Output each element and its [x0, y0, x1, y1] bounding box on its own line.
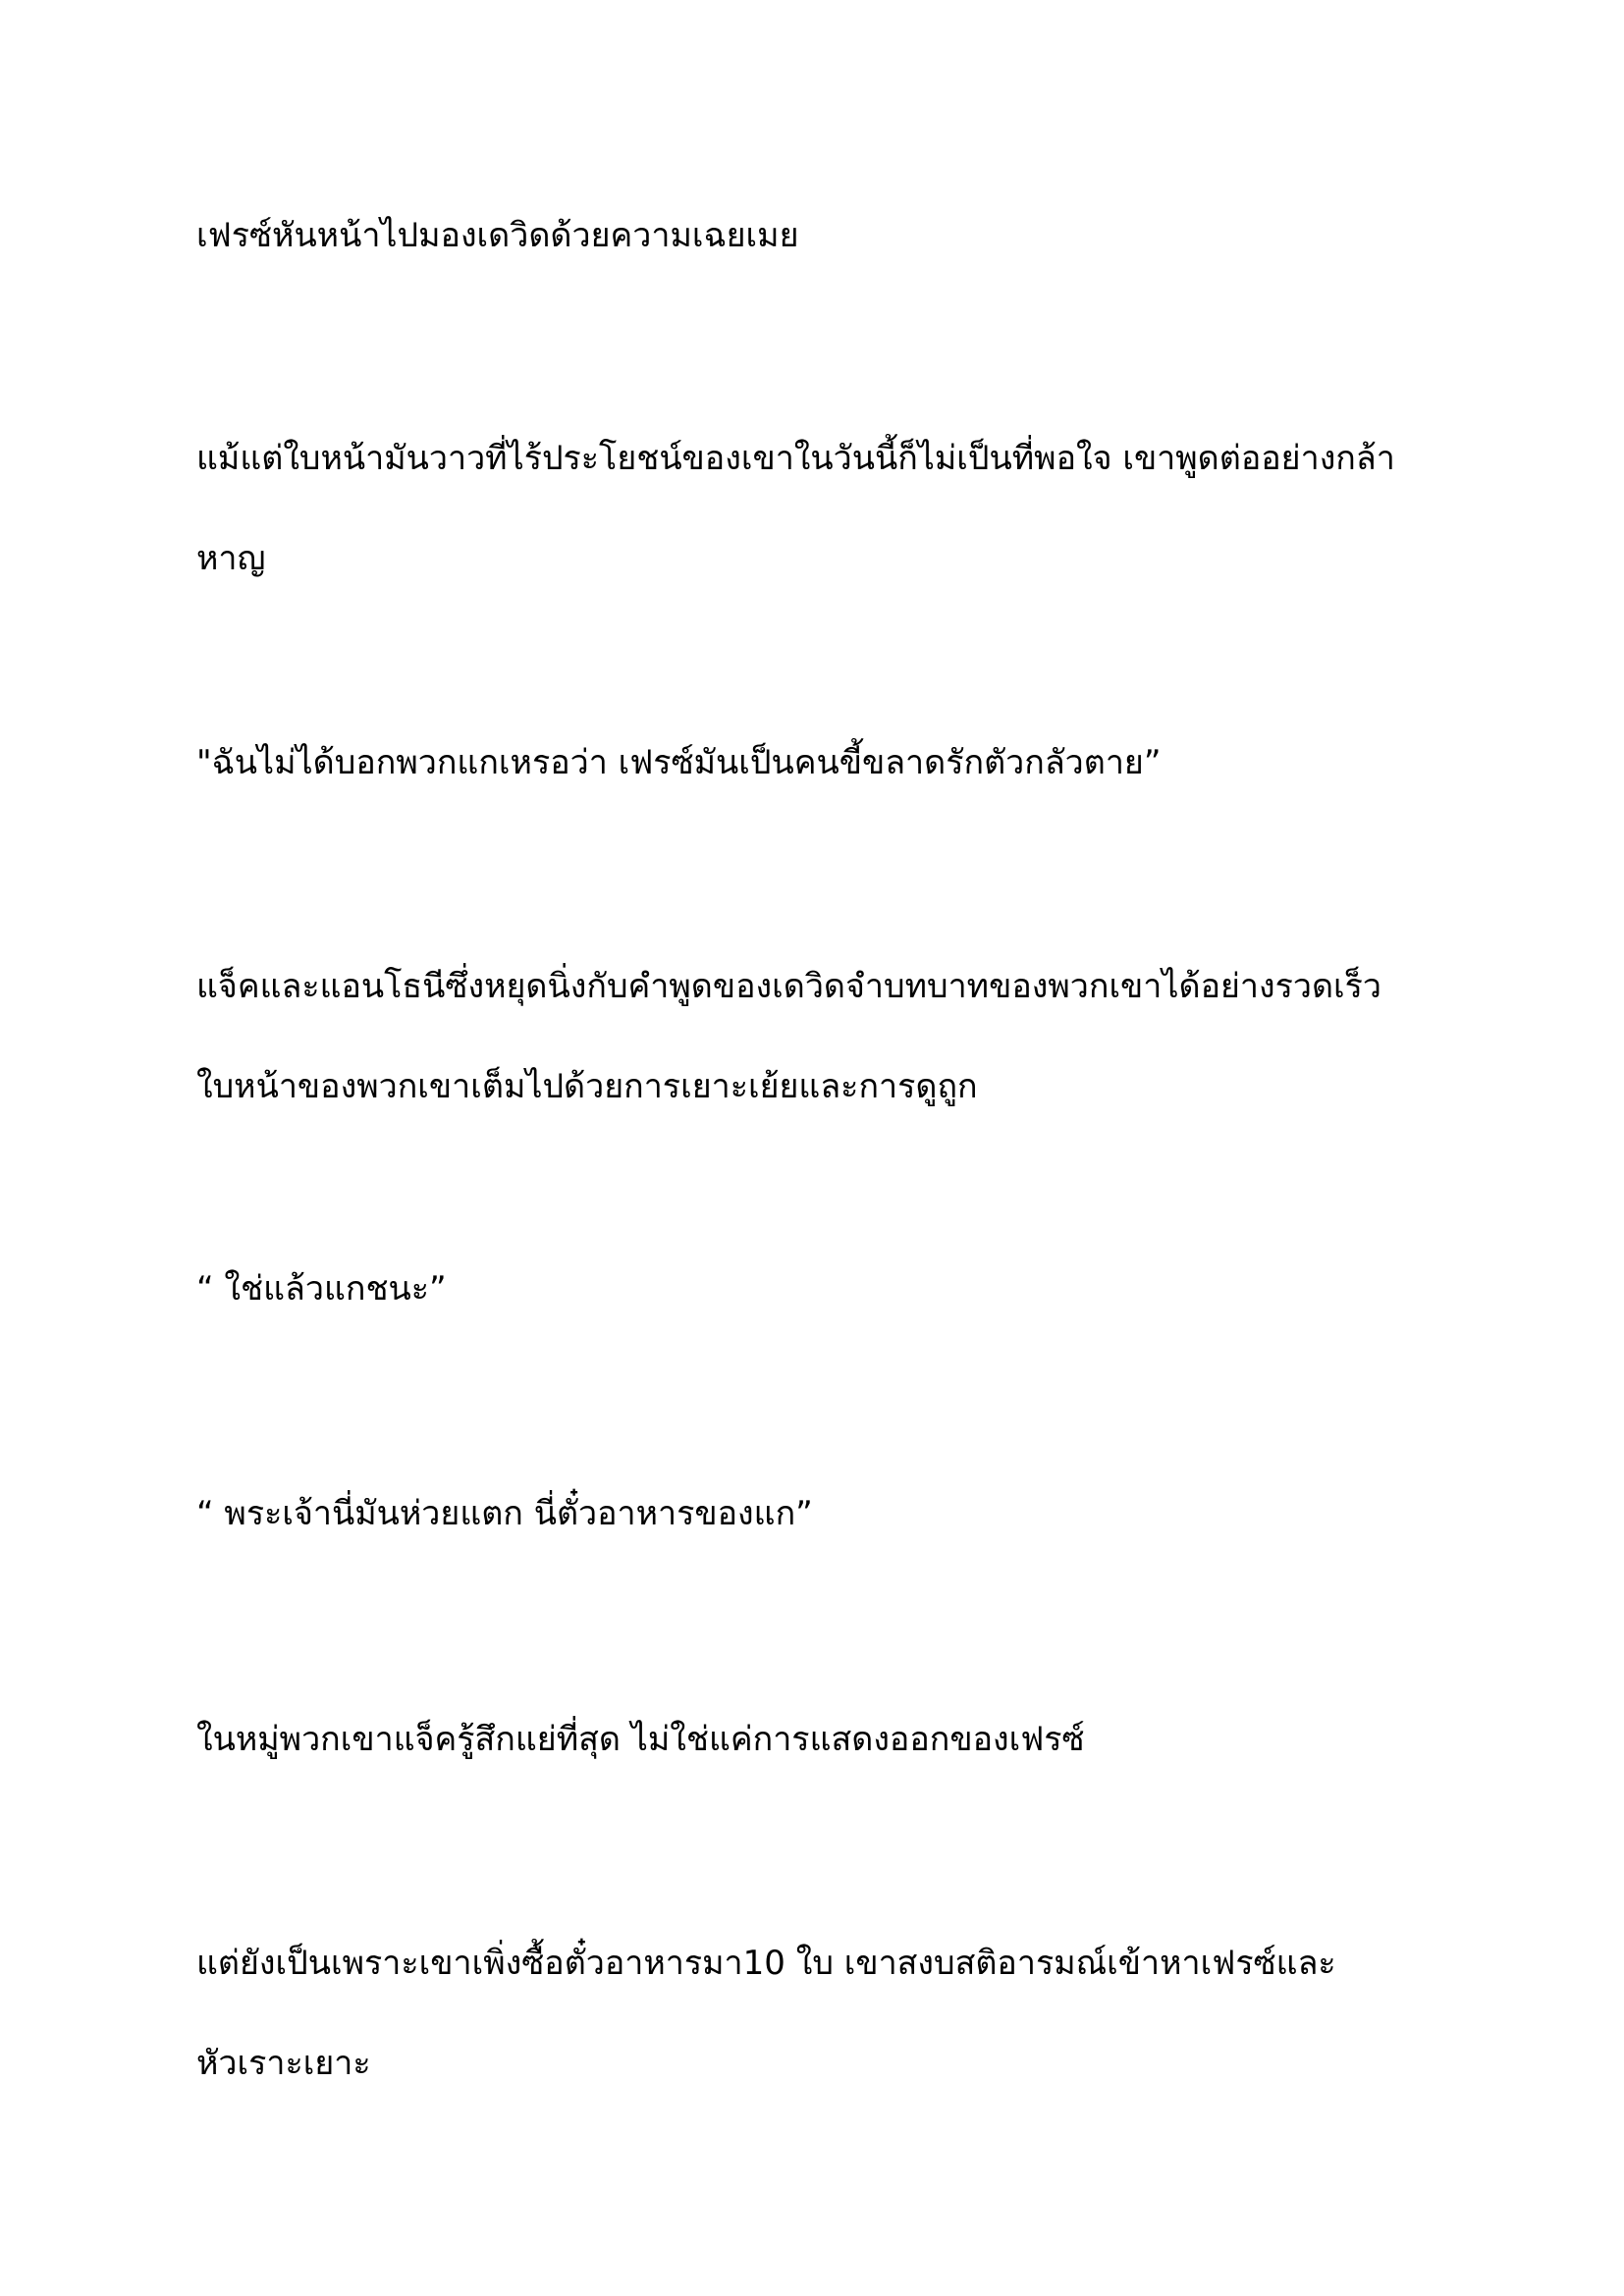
text-line: หาญ — [196, 539, 266, 578]
text-line: หัวเราะเยาะ — [196, 2044, 371, 2083]
text-line: แม้แต่ใบหน้ามันวาวที่ไร้ประโยชน์ของเขาในวันนี้ก็ไม่เป็นที่พอใจ เขาพูดต่ออย่างกล้า — [196, 439, 1395, 478]
text-line: “ ใช่แล้วแกชนะ” — [196, 1269, 447, 1308]
paragraph-3 — [196, 713, 1453, 813]
text-line: แต่ยังเป็นเพราะเขาเพิ่งซื้อตั๋วอาหารมา10 ใบ เขาสงบสติอารมณ์เข้าหาเฟรซ์และ — [196, 1944, 1336, 1983]
text-line: แจ็คและแอนโธนีซึ่งหยุดนิ่งกับคำพูดของเดวิดจำบทบาทของพวกเขาได้อย่างรวดเร็ว — [196, 967, 1382, 1006]
paragraph-2 — [196, 408, 1453, 609]
text-line: ในหมู่พวกเขาแจ็ครู้สึกแย่ที่สุด ไม่ใช่แค่การแสดงออกของเฟรซ์ — [196, 1720, 1085, 1759]
text-line: “ พระเจ้านี่มันห่วยแตก นี่ตั๋วอาหารของแก” — [196, 1494, 813, 1533]
paragraph-8 — [196, 1913, 1453, 2113]
text-line: ใบหน้าของพวกเขาเต็มไปด้วยการเยาะเย้ยและการดูถูก — [196, 1067, 978, 1106]
paragraph-7 — [196, 1689, 1453, 1789]
text-line: เฟรซ์หันหน้าไปมองเดวิดด้วยความเฉยเมย — [196, 216, 799, 255]
paragraph-4 — [196, 936, 1453, 1137]
paragraph-1 — [196, 186, 1453, 286]
paragraph-5 — [196, 1239, 1453, 1339]
text-line: "ฉันไม่ได้บอกพวกแกเหรอว่า เฟรซ์มันเป็นคนขี้ขลาดรักตัวกลัวตาย” — [196, 743, 1162, 782]
paragraph-6 — [196, 1464, 1453, 1564]
